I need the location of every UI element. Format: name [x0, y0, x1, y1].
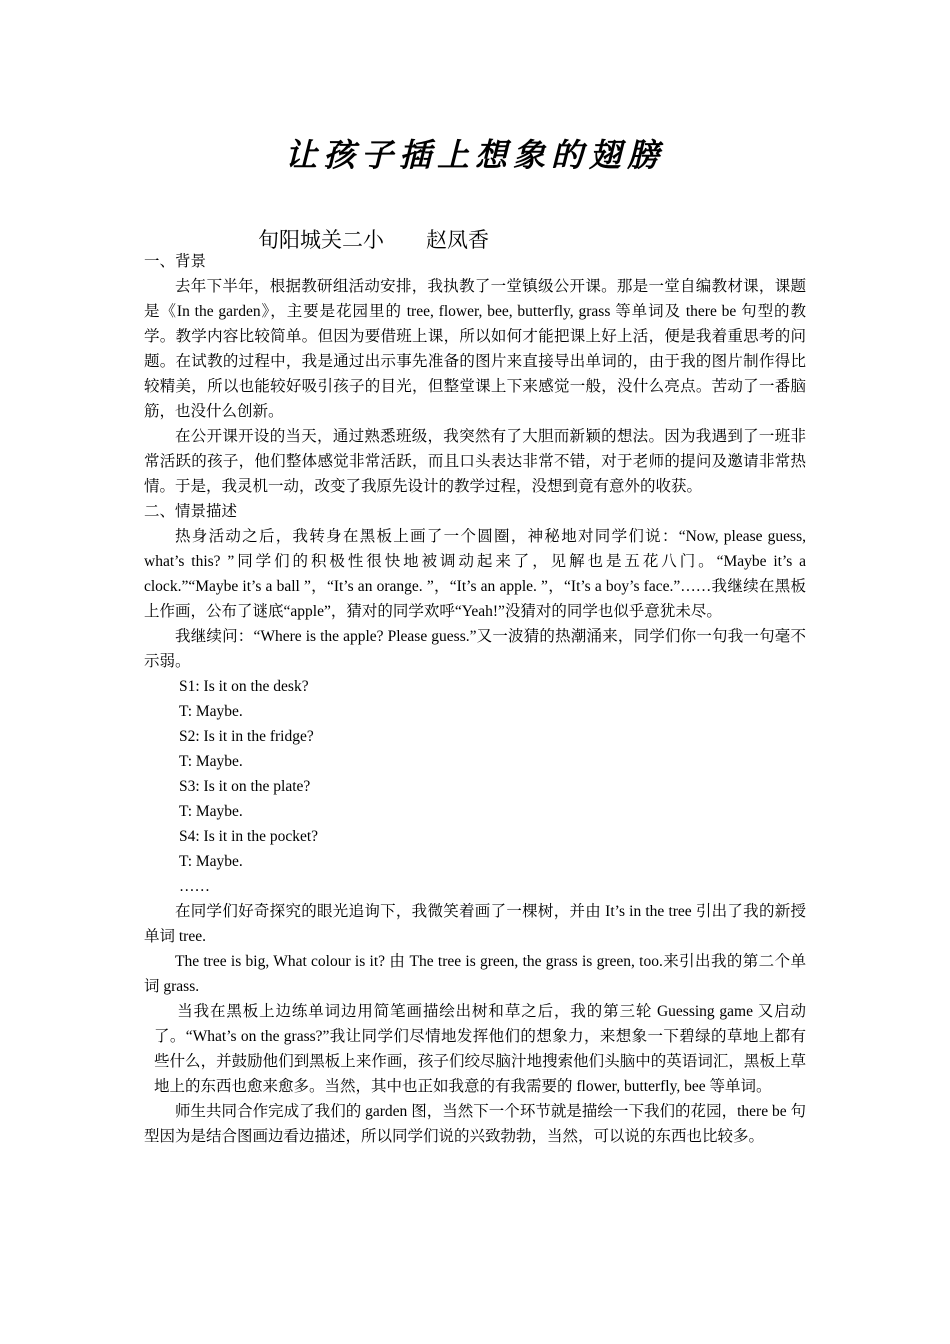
dialogue-line: ……	[179, 878, 210, 895]
dialogue-block	[144, 674, 806, 899]
paragraph: 当我在黑板上边练单词边用简笔画描绘出树和草之后，我的第三轮 Guessing game 又启动了。“What’s on the grass?”我让同学们尽情地发挥他们的想象力，来想象一下碧绿的草地上都有些什么，并鼓励他们到黑板上来作画，孩子们绞尽脑汁地搜索他们头脑中的英语词汇，黑板上草地上的东西也愈来愈多。当然，其中也正如我意的有我需要的 flower, butterfly, bee 等单词。	[154, 1003, 806, 1095]
paragraph: 我继续问：“Where is the apple? Please guess.”又一波猜的热潮涌来，同学们你一句我一句毫不示弱。	[144, 628, 806, 670]
dialogue-line: S2: Is it in the fridge?	[179, 728, 314, 745]
indented-paragraph	[154, 999, 806, 1099]
section-heading-background: 一、背景	[144, 253, 207, 270]
paragraph: 在同学们好奇探究的眼光追询下，我微笑着画了一棵树，并由 It’s in the tree 引出了我的新授单词 tree.	[144, 903, 806, 945]
dialogue-line: S3: Is it on the plate?	[179, 778, 311, 795]
section-heading-scenario: 二、情景描述	[144, 503, 238, 520]
dialogue-line: S4: Is it in the pocket?	[179, 828, 319, 845]
dialogue-line: S1: Is it on the desk?	[179, 678, 309, 695]
dialogue-line: T: Maybe.	[179, 803, 243, 820]
page-title: 让孩子插上想象的翅膀	[284, 136, 665, 174]
paragraph: 热身活动之后，我转身在黑板上画了一个圆圈，神秘地对同学们说：“Now, please guess, what’s this? ”同学们的积极性很快地被调动起来了，见解也是五花八门。“Maybe it’s a clock.”“Maybe it’s a ball ”，“It’s an orange. ”，“It’s an apple. ”，“It’s a boy’s face.”……我继续在黑板上作画，公布了谜底“apple”，猜对的同学欢呼“Yeah!”没猜对的同学也似乎意犹未尽。	[144, 528, 806, 620]
dialogue-line: T: Maybe.	[179, 753, 243, 770]
paragraph: 在公开课开设的当天，通过熟悉班级，我突然有了大胆而新颖的想法。因为我遇到了一班非常活跃的孩子，他们整体感觉非常活跃，而且口头表达非常不错，对于老师的提问及邀请非常热情。于是，我灵机一动，改变了我原先设计的教学过程，没想到竟有意外的收获。	[144, 428, 806, 495]
paragraph: 去年下半年，根据教研组活动安排，我执教了一堂镇级公开课。那是一堂自编教材课，课题是《In the garden》，主要是花园里的 tree, flower, bee, butterfly, grass 等单词及 there be 句型的教学。教学内容比较简单。但因为要借班上课，所以如何才能把课上好上活，便是我着重思考的问题。在试教的过程中，我是通过出示事先准备的图片来直接导出单词的，由于我的图片制作得比较精美，所以也能较好吸引孩子的目光，但整堂课上下来感觉一般，没什么亮点。苦动了一番脑筋，也没什么创新。	[144, 278, 806, 420]
document-body	[144, 249, 806, 1149]
dialogue-line: T: Maybe.	[179, 853, 243, 870]
dialogue-line: T: Maybe.	[179, 703, 243, 720]
author-line: 旬阳城关二小 赵凤香	[258, 228, 489, 252]
paragraph: The tree is big, What colour is it? 由 The tree is green, the grass is green, too.来引出我的第二个单词 grass.	[144, 953, 806, 995]
paragraph: 师生共同合作完成了我们的 garden 图，当然下一个环节就是描绘一下我们的花园，there be 句型因为是结合图画边看边描述，所以同学们说的兴致勃勃，当然，可以说的东西也比较多。	[144, 1103, 806, 1145]
